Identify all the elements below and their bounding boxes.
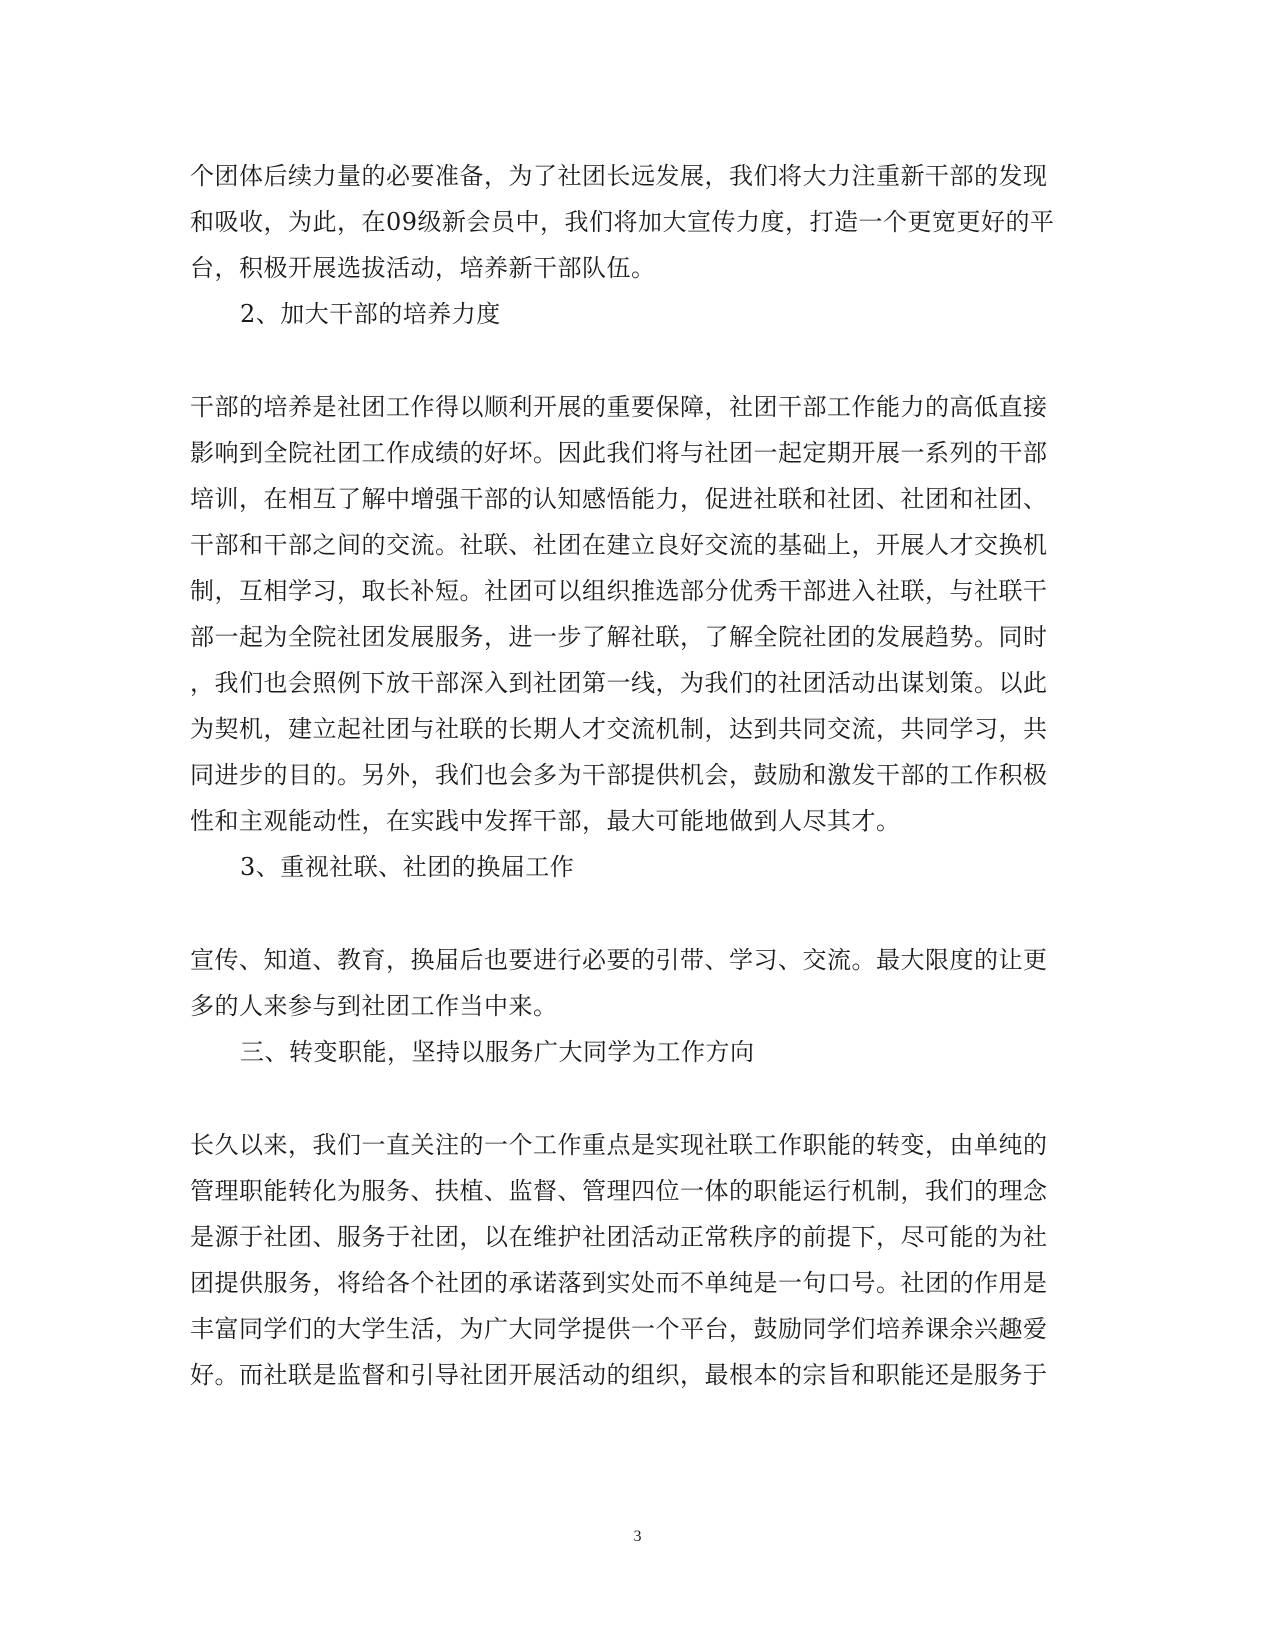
body-text-line: 宣传、知道、教育，换届后也要进行必要的引带、学习、交流。最大限度的让更: [190, 946, 1048, 974]
body-text-line: 管理职能转化为服务、扶植、监督、管理四位一体的职能运行机制，我们的理念: [190, 1177, 1048, 1205]
section-heading: 3、重视社联、社团的换届工作: [240, 853, 575, 881]
body-text-line: ，我们也会照例下放干部深入到社团第一线，为我们的社团活动出谋划策。以此: [190, 669, 1048, 697]
body-text-line: 部一起为全院社团发展服务，进一步了解社联，了解全院社团的发展趋势。同时: [190, 623, 1048, 651]
body-text-line: 为契机，建立起社团与社联的长期人才交流机制，达到共同交流，共同学习，共: [190, 715, 1048, 743]
body-text-line: 好。而社联是监督和引导社团开展活动的组织，最根本的宗旨和职能还是服务于: [190, 1361, 1048, 1389]
body-text-line: 台，积极开展选拔活动，培养新干部队伍。: [190, 254, 656, 282]
body-text-line: 培训，在相互了解中增强干部的认知感悟能力，促进社联和社团、社团和社团、: [190, 485, 1048, 513]
body-text-line: 同进步的目的。另外，我们也会多为干部提供机会，鼓励和激发干部的工作积极: [190, 761, 1048, 789]
body-text-line: 制，互相学习，取长补短。社团可以组织推选部分优秀干部进入社联，与社联干: [190, 577, 1048, 605]
page-number: 3: [633, 1528, 642, 1545]
body-text-line: 是源于社团、服务于社团，以在维护社团活动正常秩序的前提下，尽可能的为社: [190, 1223, 1048, 1251]
body-text-line: 个团体后续力量的必要准备，为了社团长远发展，我们将大力注重新干部的发现: [190, 162, 1048, 190]
body-text-line: 丰富同学们的大学生活，为广大同学提供一个平台，鼓励同学们培养课余兴趣爱: [190, 1315, 1048, 1343]
section-heading: 2、加大干部的培养力度: [240, 300, 501, 328]
body-text-line: 干部的培养是社团工作得以顺利开展的重要保障，社团干部工作能力的高低直接: [190, 393, 1048, 421]
body-text-line: 长久以来，我们一直关注的一个工作重点是实现社联工作职能的转变，由单纯的: [190, 1131, 1048, 1159]
body-text-line: 影响到全院社团工作成绩的好坏。因此我们将与社团一起定期开展一系列的干部: [190, 439, 1048, 467]
body-text-line: 干部和干部之间的交流。社联、社团在建立良好交流的基础上，开展人才交换机: [190, 531, 1048, 559]
body-text-line: 和吸收，为此，在09级新会员中，我们将加大宣传力度，打造一个更宽更好的平: [190, 208, 1055, 236]
body-text-line: 团提供服务，将给各个社团的承诺落到实处而不单纯是一句口号。社团的作用是: [190, 1269, 1048, 1297]
section-heading: 三、转变职能，坚持以服务广大同学为工作方向: [240, 1038, 755, 1066]
body-text-line: 多的人来参与到社团工作当中来。: [190, 992, 558, 1020]
body-text-line: 性和主观能动性，在实践中发挥干部，最大可能地做到人尽其才。: [190, 807, 901, 835]
